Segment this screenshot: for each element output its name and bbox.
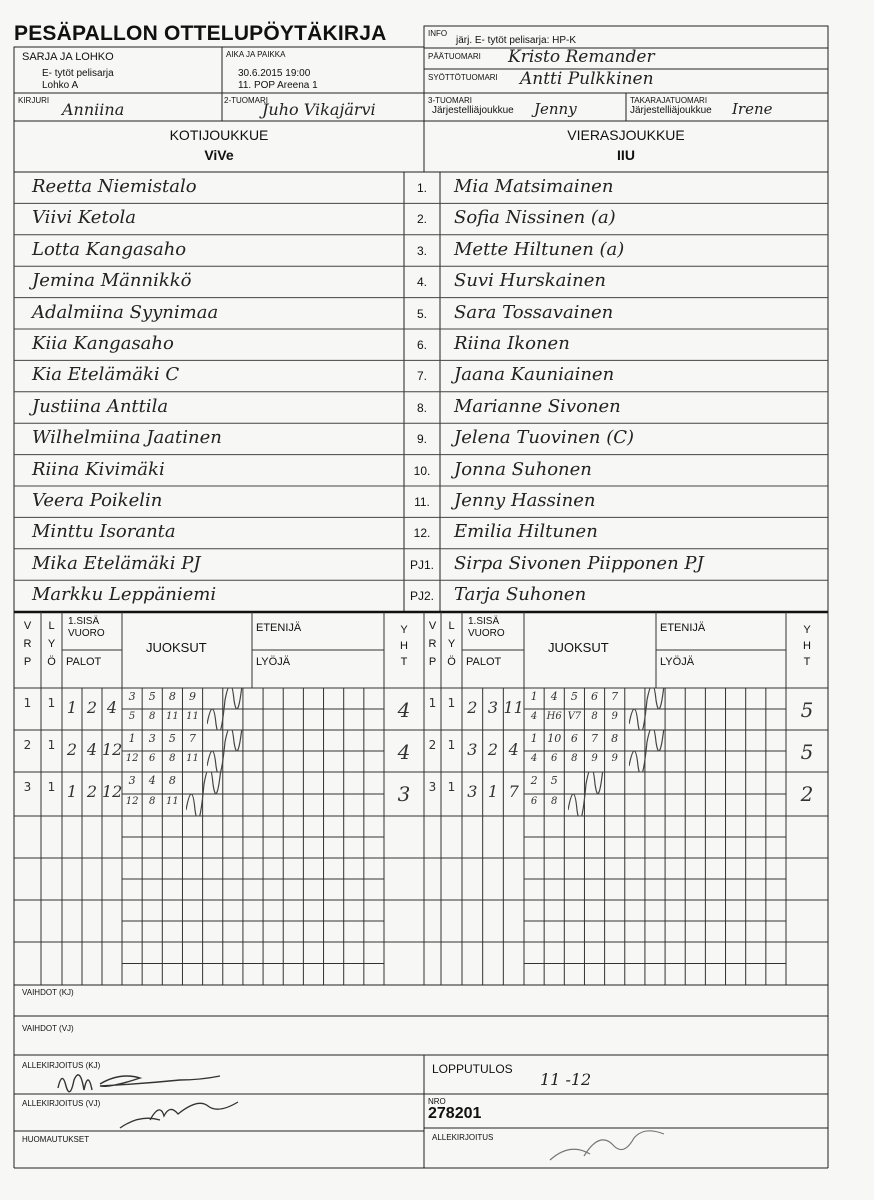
away-inning-lyo: 1	[447, 738, 456, 752]
away-hdr-yht-y: Y	[803, 624, 811, 636]
away-inning-vrp: 2	[428, 738, 437, 752]
away-inning-scribble	[629, 730, 826, 772]
home-inning-run-top: 3	[128, 690, 136, 703]
away-hdr-yht-t: T	[803, 656, 811, 668]
home-hdr-p: P	[23, 656, 32, 668]
away-inning-run-bottom: 8	[591, 711, 598, 722]
signature-main	[540, 1130, 680, 1170]
away-player-name: Mette Hiltunen (a)	[454, 238, 625, 260]
lopputulos-value: 11 -12	[540, 1070, 592, 1089]
roster-number: 11.	[414, 495, 430, 509]
home-hdr-y: Y	[47, 638, 56, 650]
away-inning-yht: 5	[800, 698, 814, 722]
away-hdr-r: R	[428, 638, 437, 650]
roster-number: 7.	[416, 369, 427, 384]
away-hdr-v: V	[428, 620, 437, 632]
home-inning-run-bottom: 12	[125, 753, 139, 764]
away-inning-palo: 3	[487, 698, 499, 717]
home-hdr-vuoro: VUORO	[68, 628, 105, 639]
home-player-name: Mika Etelämäki PJ	[32, 552, 201, 574]
away-inning-run-bottom: 9	[611, 711, 618, 722]
away-inning-lyo: 1	[447, 696, 456, 710]
roster-number: 1.	[416, 181, 427, 195]
home-hdr-yht-t: T	[400, 656, 408, 668]
away-inning-run-top: 10	[547, 732, 562, 745]
home-inning-palo: 12	[102, 740, 123, 759]
away-inning-vrp: 3	[428, 780, 437, 794]
roster-number: 2.	[416, 212, 427, 227]
home-inning-run-bottom: 11	[166, 796, 179, 807]
home-inning-run-bottom: 12	[125, 796, 139, 807]
home-inning-run-bottom: 5	[128, 711, 136, 722]
home-player-name: Lotta Kangasaho	[32, 238, 187, 260]
away-inning-run-bottom: 6	[530, 796, 538, 807]
home-inning-palo: 4	[106, 698, 118, 717]
away-player-name: Jelena Tuovinen (C)	[454, 427, 635, 449]
roster-number: 12.	[413, 526, 431, 541]
home-inning-run-top: 5	[148, 690, 156, 703]
home-inning-palo: 12	[102, 782, 123, 801]
away-inning-yht: 2	[800, 782, 814, 806]
away-inning-palo: 11	[503, 698, 524, 717]
syottotuomari-value: Antti Pulkkinen	[520, 69, 654, 89]
away-hdr-sisa: 1.SISÄ	[468, 616, 500, 627]
home-inning-palo: 2	[66, 740, 78, 759]
home-inning-scribble	[186, 772, 424, 816]
allekirjoitus-kj-label: ALLEKIRJOITUS (KJ)	[22, 1061, 101, 1070]
roster-number: 6.	[416, 338, 427, 352]
away-inning-scribble	[629, 688, 826, 730]
away-inning-run-top: 2	[530, 774, 538, 787]
away-team-name: IIU	[617, 147, 635, 163]
away-player-name: Sara Tossavainen	[454, 301, 614, 323]
away-player-name: Jaana Kauniainen	[454, 364, 615, 386]
home-player-name: Riina Kivimäki	[32, 458, 165, 480]
away-player-name: Marianne Sivonen	[454, 395, 621, 417]
home-hdr-etenija: ETENIJÄ	[256, 622, 302, 634]
home-inning-palo: 1	[66, 698, 78, 717]
away-inning-run-top: 1	[530, 732, 538, 745]
nro-value: 278201	[428, 1105, 482, 1122]
home-inning-run-top: 3	[148, 732, 156, 745]
home-inning-vrp: 1	[23, 696, 32, 710]
home-inning-vrp: 3	[23, 780, 32, 794]
away-player-name: Jonna Suhonen	[454, 458, 592, 480]
home-inning-palo: 2	[86, 782, 98, 801]
roster-number: PJ2.	[409, 589, 434, 604]
roster-number: 8.	[416, 400, 427, 415]
home-inning-scribble	[207, 730, 424, 772]
away-inning-palo: 3	[467, 740, 478, 759]
away-hdr-vuoro: VUORO	[468, 628, 505, 639]
home-inning-yht: 4	[397, 698, 411, 722]
home-hdr-l: L	[48, 620, 55, 632]
roster-number: 9.	[416, 432, 427, 447]
away-inning-run-top: 5	[570, 690, 578, 703]
home-inning-run-top: 9	[189, 690, 197, 703]
away-inning-run-top: 7	[611, 690, 619, 703]
home-player-name: Adalmiina Syynimaa	[32, 301, 219, 323]
home-inning-yht: 3	[397, 782, 411, 806]
home-hdr-lyoja: LYÖJÄ	[256, 656, 291, 668]
home-inning-run-top: 1	[128, 732, 136, 745]
away-inning-yht: 5	[800, 740, 814, 764]
away-hdr-y: Y	[447, 638, 456, 650]
roster-number: 3.	[416, 243, 427, 258]
info-label: INFO	[428, 29, 448, 38]
allekirjoitus-vj-label: ALLEKIRJOITUS (VJ)	[22, 1099, 101, 1108]
home-inning-yht: 4	[397, 740, 411, 764]
home-inning-run-bottom: 11	[186, 753, 199, 764]
signature-vj	[110, 1098, 250, 1134]
away-player-name: Jenny Hassinen	[454, 490, 596, 511]
home-player-name: Viivi Ketola	[32, 207, 137, 229]
away-hdr-l: L	[448, 620, 455, 632]
away-inning-palo: 2	[467, 698, 478, 717]
home-player-name: Jemina Männikkö	[32, 270, 192, 292]
home-player-name: Markku Leppäniemi	[32, 584, 217, 606]
aika-value-2: 11. POP Areena 1	[238, 80, 318, 91]
paatuomari-value: Kristo Remander	[508, 47, 655, 67]
away-player-name: Riina Ikonen	[454, 333, 570, 354]
tuomari2-value: Juho Vikajärvi	[262, 100, 376, 119]
allekirjoitus-label: ALLEKIRJOITUS	[432, 1133, 494, 1142]
home-player-name: Reetta Niemistalo	[32, 176, 197, 197]
sarja-value-1: E- tytöt pelisarja	[42, 68, 114, 79]
home-player-name: Kia Etelämäki C	[32, 364, 180, 386]
home-inning-palo: 1	[66, 782, 78, 801]
home-inning-vrp: 2	[23, 738, 32, 752]
away-inning-run-bottom: H6	[546, 711, 562, 722]
away-hdr-juoksut: JUOKSUT	[548, 640, 609, 655]
away-inning-palo: 2	[487, 740, 499, 759]
takaraja-value: Irene	[732, 100, 773, 118]
away-inning-palo: 4	[508, 740, 519, 759]
home-hdr-juoksut: JUOKSUT	[146, 640, 207, 655]
home-inning-lyo: 1	[47, 696, 56, 710]
away-player-name: Emilia Hiltunen	[454, 521, 598, 543]
sarja-value-2: Lohko A	[42, 80, 79, 91]
away-player-name: Sofia Nissinen (a)	[454, 207, 616, 229]
vaihdot-vj-label: VAIHDOT (VJ)	[22, 1024, 74, 1033]
home-inning-run-bottom: 6	[149, 753, 156, 764]
away-inning-run-top: 6	[570, 732, 578, 745]
syottotuomari-label: SYÖTTÖTUOMARI	[428, 73, 498, 82]
tuomari3-sub: Järjestelliäjoukkue	[432, 105, 514, 116]
roster-number: 10.	[413, 463, 431, 478]
roster-number: 4.	[416, 275, 427, 290]
home-team-name: ViVe	[204, 147, 234, 163]
away-inning-run-top: 7	[591, 732, 599, 745]
home-inning-run-bottom: 11	[166, 711, 179, 722]
home-inning-run-bottom: 11	[186, 711, 199, 722]
form-title: PESÄPALLON OTTELUPÖYTÄKIRJA	[14, 22, 387, 45]
vaihdot-kj-label: VAIHDOT (KJ)	[22, 988, 74, 997]
home-inning-run-top: 7	[189, 732, 197, 745]
home-player-name: Wilhelmiina Jaatinen	[32, 427, 222, 449]
home-hdr-yht-y: Y	[400, 624, 408, 636]
huomautukset-label: HUOMAUTUKSET	[22, 1135, 90, 1144]
away-inning-run-top: 8	[611, 732, 619, 745]
home-player-name: Minttu Isoranta	[32, 521, 176, 543]
away-inning-run-bottom: 9	[611, 753, 618, 764]
home-player-name: Justiina Anttila	[32, 395, 169, 417]
home-hdr-sisa: 1.SISÄ	[68, 616, 100, 627]
away-inning-run-bottom: 4	[530, 711, 538, 722]
away-inning-vrp: 1	[428, 696, 437, 710]
away-inning-run-top: 4	[550, 690, 558, 703]
takaraja-sub: Järjestelliäjoukkue	[630, 105, 712, 116]
away-inning-run-top: 6	[591, 690, 599, 703]
home-inning-run-bottom: 8	[149, 796, 156, 807]
away-hdr-lyoja: LYÖJÄ	[660, 656, 695, 668]
home-inning-lyo: 1	[47, 780, 56, 794]
away-player-name: Suvi Hurskainen	[454, 270, 606, 292]
home-inning-run-top: 3	[128, 774, 136, 787]
away-hdr-p: P	[428, 656, 437, 668]
lopputulos-label: LOPPUTULOS	[432, 1062, 513, 1076]
takaraja-label: TAKARAJATUOMARI	[630, 96, 708, 105]
signature-kj	[50, 1064, 270, 1094]
paatuomari-label: PÄÄTUOMARI	[428, 52, 481, 61]
away-inning-scribble	[568, 772, 826, 816]
kirjuri-value: Anniina	[62, 100, 125, 119]
info-value: järj. E- tytöt pelisarja: HP-K	[456, 35, 577, 46]
home-inning-lyo: 1	[47, 738, 56, 752]
home-inning-palo: 4	[86, 740, 98, 759]
away-inning-run-bottom: V7	[567, 711, 582, 722]
home-hdr-yht-h: H	[400, 640, 408, 652]
home-inning-run-top: 8	[168, 690, 176, 703]
away-inning-run-bottom: 4	[530, 753, 538, 764]
away-inning-palo: 3	[467, 782, 478, 801]
home-hdr-r: R	[23, 638, 32, 650]
home-inning-run-top: 5	[168, 732, 176, 745]
away-inning-run-top: 1	[530, 690, 538, 703]
home-team-label: KOTIJOUKKUE	[169, 127, 269, 143]
home-player-name: Veera Poikelin	[32, 490, 163, 511]
away-inning-palo: 1	[487, 782, 499, 801]
away-hdr-yht-h: H	[803, 640, 811, 652]
home-hdr-v: V	[23, 620, 32, 632]
away-hdr-etenija: ETENIJÄ	[660, 622, 706, 634]
away-inning-run-bottom: 8	[571, 753, 578, 764]
away-hdr-o: Ö	[447, 656, 456, 668]
tuomari2-label: 2-TUOMARI	[224, 96, 268, 105]
aika-value-1: 30.6.2015 19:00	[238, 68, 311, 79]
away-inning-lyo: 1	[447, 780, 456, 794]
home-inning-run-bottom: 8	[169, 753, 176, 764]
away-inning-run-bottom: 9	[591, 753, 598, 764]
away-player-name: Mia Matsimainen	[454, 176, 614, 197]
kirjuri-label: KIRJURI	[18, 96, 50, 105]
away-inning-run-bottom: 8	[551, 796, 558, 807]
away-inning-run-bottom: 6	[551, 753, 558, 764]
roster-number: 5.	[416, 306, 427, 321]
away-player-name: Tarja Suhonen	[454, 584, 587, 606]
tuomari3-value: Jenny	[534, 100, 577, 118]
away-player-name: Sirpa Sivonen Piipponen PJ	[454, 552, 704, 574]
roster-number: PJ1.	[409, 557, 434, 572]
tuomari3-label: 3-TUOMARI	[428, 96, 472, 105]
away-inning-palo: 7	[508, 782, 519, 801]
away-team-label: VIERASJOUKKUE	[567, 127, 685, 143]
home-player-name: Kiia Kangasaho	[32, 333, 174, 354]
sarja-label: SARJA JA LOHKO	[22, 51, 114, 63]
home-inning-run-bottom: 8	[149, 711, 156, 722]
away-hdr-palot: PALOT	[466, 656, 502, 668]
home-hdr-palot: PALOT	[66, 656, 102, 668]
home-inning-palo: 2	[86, 698, 98, 717]
home-hdr-o: Ö	[47, 656, 56, 668]
home-inning-scribble	[207, 688, 424, 730]
away-inning-run-top: 5	[550, 774, 558, 787]
aika-label: AIKA JA PAIKKA	[226, 50, 286, 59]
home-inning-run-top: 4	[148, 774, 156, 787]
home-inning-run-top: 8	[168, 774, 176, 787]
nro-label: NRO	[428, 1097, 446, 1106]
